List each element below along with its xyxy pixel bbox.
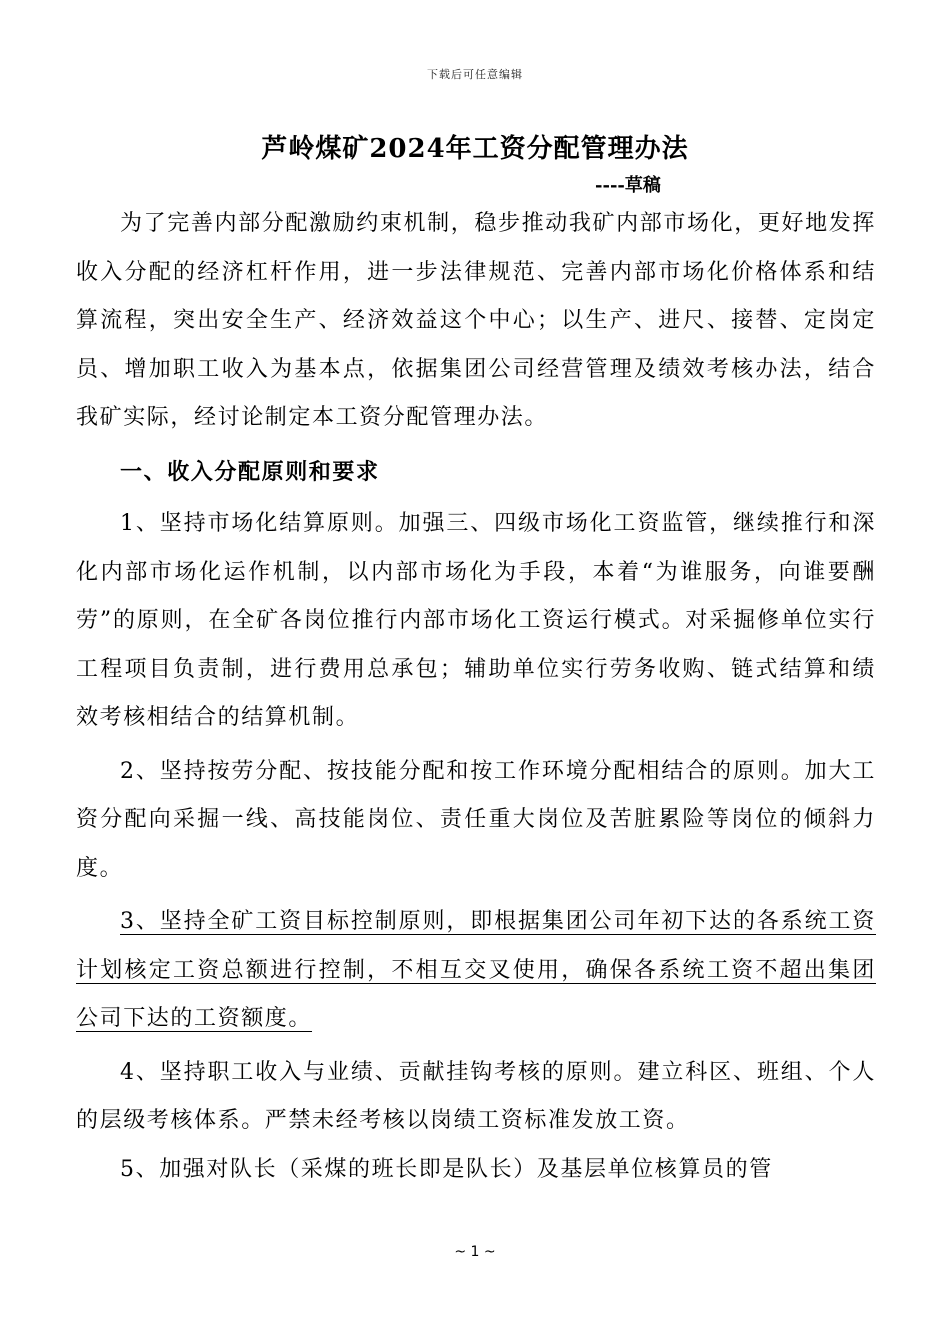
principle-item-2: 2、坚持按劳分配、按技能分配和按工作环境分配相结合的原则。加大工资分配向采掘一线、高技能岗位、责任重大岗位及苦脏累险等岗位的倾斜力度。 [76,758,876,881]
page-number: ~ 1 ~ [454,1244,496,1260]
principle-item-1: 1、坚持市场化结算原则。加强三、四级市场化工资监管，继续推行和深化内部市场化运作机制，以内部市场化为手段，本着“为谁服务，向谁要酬劳”的原则，在全矿各岗位推行内部市场化工资运行模式。对采掘修单位实行工程项目负责制，进行费用总承包；辅助单位实行劳务收购、链式结算和绩效考核相结合的结算机制。 [76,511,876,730]
document-body [76,200,876,1194]
intro-paragraph: 为了完善内部分配激励约束机制，稳步推动我矿内部市场化，更好地发挥收入分配的经济杠杆作用，进一步法律规范、完善内部市场化价格体系和结算流程，突出安全生产、经济效益这个中心；以生产、进尺、接替、定岗定员、增加职工收入为基本点，依据集团公司经营管理及绩效考核办法，结合我矿实际，经讨论制定本工资分配管理办法。 [76,211,876,430]
underlined-text: 3、坚持全矿工资目标控制原则，即根据集团公司年初下达的各系统工资计划核定工资总额进行控制，不相互交叉使用，确保各系统工资不超出集团公司下达的工资额度。 [76,909,876,1031]
document-subtitle: ----草稿 [595,175,661,196]
principle-item-5: 5、加强对队长（采煤的班长即是队长）及基层单位核算员的管 [120,1156,773,1182]
section-heading: 一、收入分配原则和要求 [120,458,380,485]
principle-item-4: 4、坚持职工收入与业绩、贡献挂钩考核的原则。建立科区、班组、个人的层级考核体系。严禁未经考核以岗绩工资标准发放工资。 [76,1059,876,1133]
header-note: 下载后可任意编辑 [427,68,523,81]
principle-item-3 [76,898,876,1044]
document-title: 芦岭煤矿2024年工资分配管理办法 [261,134,689,164]
